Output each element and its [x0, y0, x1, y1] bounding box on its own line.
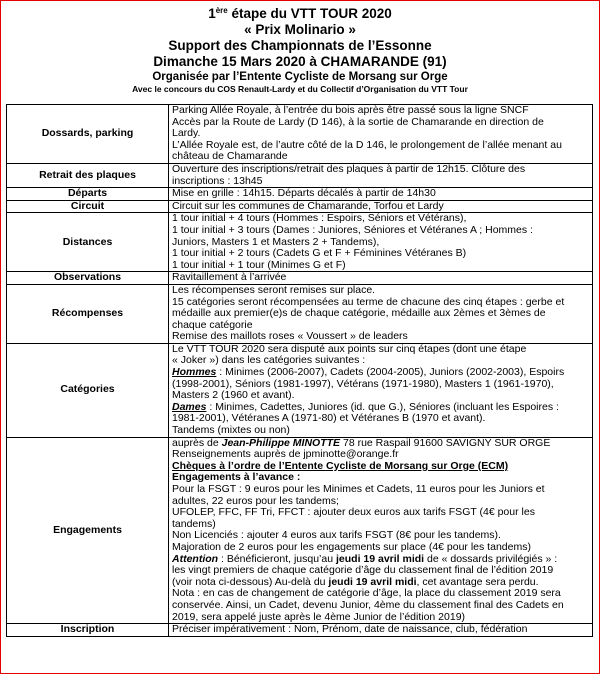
deadline-date: jeudi 19 avril midi [335, 553, 425, 565]
text-segment: : Minimes (2006-2007), Cadets (2004-2005), Juniors (2002-2003), Espoirs [216, 367, 565, 379]
text-line: Renseignements auprès de jpminotte@orange.fr [172, 449, 399, 461]
row-categories [7, 343, 593, 437]
text-line [172, 554, 589, 566]
header-prize-name: « Prix Molinario » [244, 22, 356, 37]
header-date-place: Dimanche 15 Mars 2020 à CHAMARANDE (91) [153, 54, 447, 69]
text-line: adultes, 22 euros pour les tandems; [172, 495, 339, 507]
text-line: UFOLEP, FFC, FF Tri, FFCT : ajouter deux euros aux tarifs FSGT (4€ pour les [172, 507, 535, 519]
label-engagements: Engagements [7, 437, 169, 624]
label-recompenses: Récompenses [7, 284, 169, 343]
text-line: Les récompenses seront remises sur place. [172, 284, 376, 296]
header-partners: Avec le concours du COS Renault-Lardy et du Collectif d’Organisation du VTT Tour [132, 84, 468, 94]
content-categories [169, 343, 593, 437]
row-engagements [7, 437, 593, 624]
row-recompenses [7, 284, 593, 343]
text-line [172, 402, 589, 414]
text-line: médaille aux premier(e)s de chaque catégorie, médaille aux 2èmes et 3èmes de [172, 308, 546, 320]
row-dossards [7, 105, 593, 164]
content-observations [169, 272, 593, 285]
deadline-date: jeudi 19 avril midi [328, 576, 417, 588]
advance-heading: Engagements à l’avance : [172, 472, 301, 484]
header-organizer: Organisée par l’Entente Cycliste de Morsang sur Orge [152, 71, 448, 83]
text-line: Accès par la Route de Lardy (D 146), à la sortie de Chamarande en direction de [172, 116, 544, 128]
text-line: Remise des maillots roses « Voussert » de leaders [172, 331, 408, 343]
text-line: Non Licenciés : ajouter 4 euros aux tarifs FSGT (8€ pour les tandems). [172, 530, 501, 542]
text-line: Parking Allée Royale, à l’entrée du bois après être passé sous la ligne SNCF [172, 105, 529, 116]
content-circuit [169, 200, 593, 213]
row-distances [7, 213, 593, 272]
text-line: Nota : en cas de changement de catégorie d’âge, la place du classement 2019 sera [172, 588, 561, 600]
text-line: chaque catégorie [172, 319, 253, 331]
text-line: 1 tour initial + 4 tours (Hommes : Espoirs, Séniors et Vétérans), [172, 213, 467, 225]
text-line: « Joker ») dans les catégories suivantes : [172, 355, 366, 367]
label-inscription: Inscription [7, 624, 169, 637]
text-segment: auprès de [172, 437, 222, 449]
row-circuit [7, 200, 593, 213]
text-line: 1 tour initial + 2 tours (Cadets G et F + Féminines Vétéranes B) [172, 248, 467, 260]
info-table [6, 104, 593, 637]
hommes-heading: Hommes [172, 367, 217, 379]
text-line: Tandems (mixtes ou non) [172, 425, 290, 437]
text-line [172, 438, 589, 450]
text-line: 2019, sera appelé juste après le 4ème Junior de l’édition 2019) [172, 611, 466, 623]
header-support: Support des Championnats de l’Essonne [168, 38, 432, 53]
content-departs [169, 188, 593, 201]
text-line: 1 tour initial + 3 tours (Dames : Juniores, Séniores et Vétéranes A ; Hommes : [172, 224, 533, 236]
text-line [172, 577, 589, 589]
label-categories: Catégories [7, 343, 169, 437]
text-line: (1998-2001), Séniors (1981-1997), Vétérans (1971-1980), Masters 1 (1961-1970), [172, 378, 554, 390]
text-line: 1981-2001), Vétéranes A (1971-80) et Vétéranes B (1970 et avant). [172, 413, 486, 425]
text-segment: : Bénéficieront, jusqu’au [218, 553, 336, 565]
row-observations [7, 272, 593, 285]
label-observations: Observations [7, 272, 169, 285]
label-distances: Distances [7, 213, 169, 272]
contact-name: Jean-Philippe MINOTTE [221, 437, 341, 449]
text-line: tandems) [172, 518, 216, 530]
text-segment: 78 rue Raspail 91600 SAVIGNY SUR ORGE [340, 437, 551, 449]
row-retrait [7, 163, 593, 187]
content-inscription [169, 624, 593, 637]
text-segment: : Minimes, Cadettes, Juniores (id. que G.), Séniores (incluant les Espoires : [206, 401, 559, 413]
content-dossards [169, 105, 593, 164]
label-circuit: Circuit [7, 200, 169, 213]
text-line: Préciser impérativement : Nom, Prénom, date de naissance, club, fédération [172, 624, 528, 636]
text-line: Mise en grille : 14h15. Départs décalés à partir de 14h30 [172, 188, 436, 200]
content-engagements [169, 437, 593, 624]
text-line: Masters 2 (1960 et avant). [172, 390, 295, 402]
text-line: Circuit sur les communes de Chamarande, Torfou et Lardy [172, 200, 444, 212]
text-line [172, 367, 589, 379]
row-inscription [7, 624, 593, 637]
text-line: inscriptions : 13h45 [172, 175, 263, 187]
header-stage-title: 1ère étape du VTT TOUR 2020 [208, 6, 392, 21]
text-line: Majoration de 2 euros pour les engagements sur place (4€ pour les tandems) [172, 541, 531, 553]
text-line: Le VTT TOUR 2020 sera disputé aux points sur cinq étapes (dont une étape [172, 343, 527, 355]
text-line: Ravitaillement à l’arrivée [172, 272, 287, 284]
text-line: Ouverture des inscriptions/retrait des plaques à partir de 12h15. Clôture des [172, 163, 526, 175]
text-segment: , cet avantage sera perdu. [416, 576, 539, 588]
label-departs: Départs [7, 188, 169, 201]
content-retrait [169, 163, 593, 187]
content-recompenses [169, 284, 593, 343]
document-header [0, 6, 600, 95]
text-line: 15 catégories seront récompensées au terme de chacune des cinq étapes : gerbe et [172, 296, 565, 308]
text-segment: de « dossards privilégiés » : [424, 553, 558, 565]
text-line: conservée. Ainsi, un Cadet, devenu Junior, 4ème du classement final des Cadets en [172, 599, 564, 611]
text-line: Pour la FSGT : 9 euros pour les Minimes et Cadets, 11 euros pour les Juniors et [172, 484, 545, 495]
text-line: L’Allée Royale est, de l’autre côté de la D 146, le prolongement de l’allée menant au [172, 139, 562, 151]
content-distances [169, 213, 593, 272]
cheques-note: Chèques à l’ordre de l’Entente Cycliste de Morsang sur Orge (ECM) [172, 460, 509, 472]
text-segment: (voir nota ci-dessous) Au-delà du [172, 576, 329, 588]
text-line: les vingt premiers de chaque catégorie d’âge du classement final de l’édition 2019 [172, 565, 554, 577]
text-line: 1 tour initial + 1 tour (Minimes G et F) [172, 259, 346, 271]
row-departs [7, 188, 593, 201]
text-line: Juniors, Masters 1 et Masters 2 + Tandems), [172, 236, 380, 248]
label-dossards: Dossards, parking [7, 105, 169, 164]
text-line: château de Chamarande [172, 151, 288, 163]
text-line: Lardy. [172, 128, 201, 140]
dames-heading: Dames [172, 401, 207, 413]
attention-label: Attention [172, 553, 219, 565]
label-retrait: Retrait des plaques [7, 163, 169, 187]
